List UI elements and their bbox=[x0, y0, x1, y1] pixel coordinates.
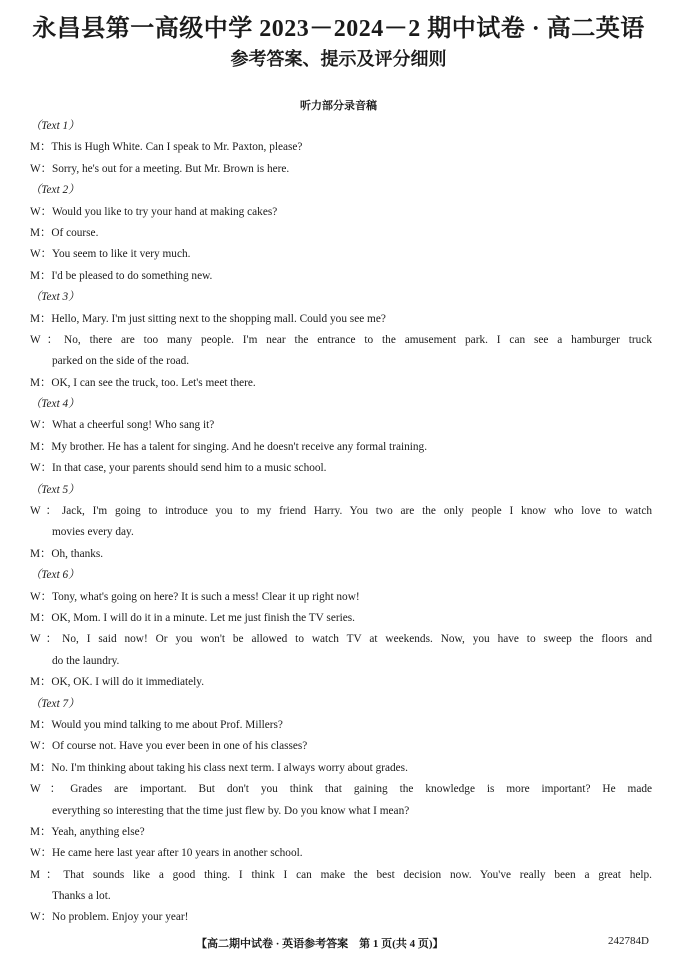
dialogue-line: M：I'd be pleased to do something new. bbox=[30, 269, 213, 282]
dialogue-line: W：He came here last year after 10 years in another school. bbox=[30, 847, 303, 860]
page-footer bbox=[0, 935, 677, 953]
dialogue-line: M：This is Hugh White. Can I speak to Mr. Paxton, please? bbox=[30, 141, 303, 154]
dialogue-line: W：Grades are important. But don't you think that gaining the knowledge is more important? He made bbox=[30, 783, 652, 796]
dialogue-line: W：Would you like to try your hand at making cakes? bbox=[30, 205, 278, 218]
dialogue-line: M：Yeah, anything else? bbox=[30, 825, 145, 838]
text-label: （Text 3） bbox=[30, 291, 80, 304]
dialogue-line: M：My brother. He has a talent for singing. And he doesn't receive any formal training. bbox=[30, 440, 428, 453]
dialogue-line: W：No problem. Enjoy your year! bbox=[30, 911, 189, 924]
dialogue-line: W：Of course not. Have you ever been in one of his classes? bbox=[30, 740, 308, 753]
transcript bbox=[30, 116, 652, 929]
dialogue-line: W：No, there are too many people. I'm near the entrance to the amusement park. I can see a hamburger truck bbox=[30, 333, 652, 346]
text-label: （Text 5） bbox=[30, 483, 80, 496]
dialogue-line-continued: parked on the side of the road. bbox=[52, 355, 190, 368]
dialogue-line: M：OK, Mom. I will do it in a minute. Let me just finish the TV series. bbox=[30, 611, 355, 624]
footer-page-info: 【高二期中试卷 · 英语参考答案 第 1 页(共 4 页)】 bbox=[196, 938, 444, 950]
dialogue-line: M：Hello, Mary. I'm just sitting next to the shopping mall. Could you see me? bbox=[30, 312, 386, 325]
dialogue-line: M：OK, I can see the truck, too. Let's meet there. bbox=[30, 376, 256, 389]
dialogue-line-continued: do the laundry. bbox=[52, 654, 120, 667]
dialogue-line: M：That sounds like a good thing. I think I can make the best decision now. You've really been a great help. bbox=[30, 868, 652, 881]
dialogue-line: M：No. I'm thinking about taking his class next term. I always worry about grades. bbox=[30, 761, 408, 774]
dialogue-line: M：Oh, thanks. bbox=[30, 547, 104, 560]
text-label: （Text 6） bbox=[30, 569, 80, 582]
exam-subtitle: 参考答案、提示及评分细则 bbox=[230, 49, 447, 69]
dialogue-line-continued: everything so interesting that the time just flew by. Do you know what I mean? bbox=[52, 804, 410, 817]
text-label: （Text 4） bbox=[30, 398, 80, 411]
text-label: （Text 2） bbox=[30, 184, 80, 197]
dialogue-line: M：Of course. bbox=[30, 226, 99, 239]
text-label: （Text 1） bbox=[30, 120, 80, 132]
dialogue-line: W：What a cheerful song! Who sang it? bbox=[30, 419, 215, 432]
dialogue-line: W：Jack, I'm going to introduce you to my friend Harry. You two are the only people I know who love to watch bbox=[30, 505, 652, 518]
footer-code: 242784D bbox=[608, 935, 649, 947]
dialogue-line: W：In that case, your parents should send him to a music school. bbox=[30, 462, 327, 475]
dialogue-line: W：No, I said now! Or you won't be allowed to watch TV at weekends. Now, you have to sweep the floors and bbox=[30, 633, 652, 646]
dialogue-line: W：Tony, what's going on here? It is such a mess! Clear it up right now! bbox=[30, 590, 360, 603]
dialogue-line: W：You seem to like it very much. bbox=[30, 248, 191, 261]
text-label: （Text 7） bbox=[30, 697, 80, 710]
dialogue-line-continued: movies every day. bbox=[52, 526, 134, 539]
exam-title: 永昌县第一高级中学 2023－2024－2 期中试卷 · 高二英语 bbox=[32, 16, 645, 42]
dialogue-line: M：Would you mind talking to me about Prof. Millers? bbox=[30, 718, 283, 731]
section-title: 听力部分录音稿 bbox=[300, 100, 377, 112]
dialogue-line: M：OK, OK. I will do it immediately. bbox=[30, 676, 205, 689]
dialogue-line-continued: Thanks a lot. bbox=[52, 890, 111, 903]
dialogue-line: W：Sorry, he's out for a meeting. But Mr. Brown is here. bbox=[30, 162, 290, 175]
